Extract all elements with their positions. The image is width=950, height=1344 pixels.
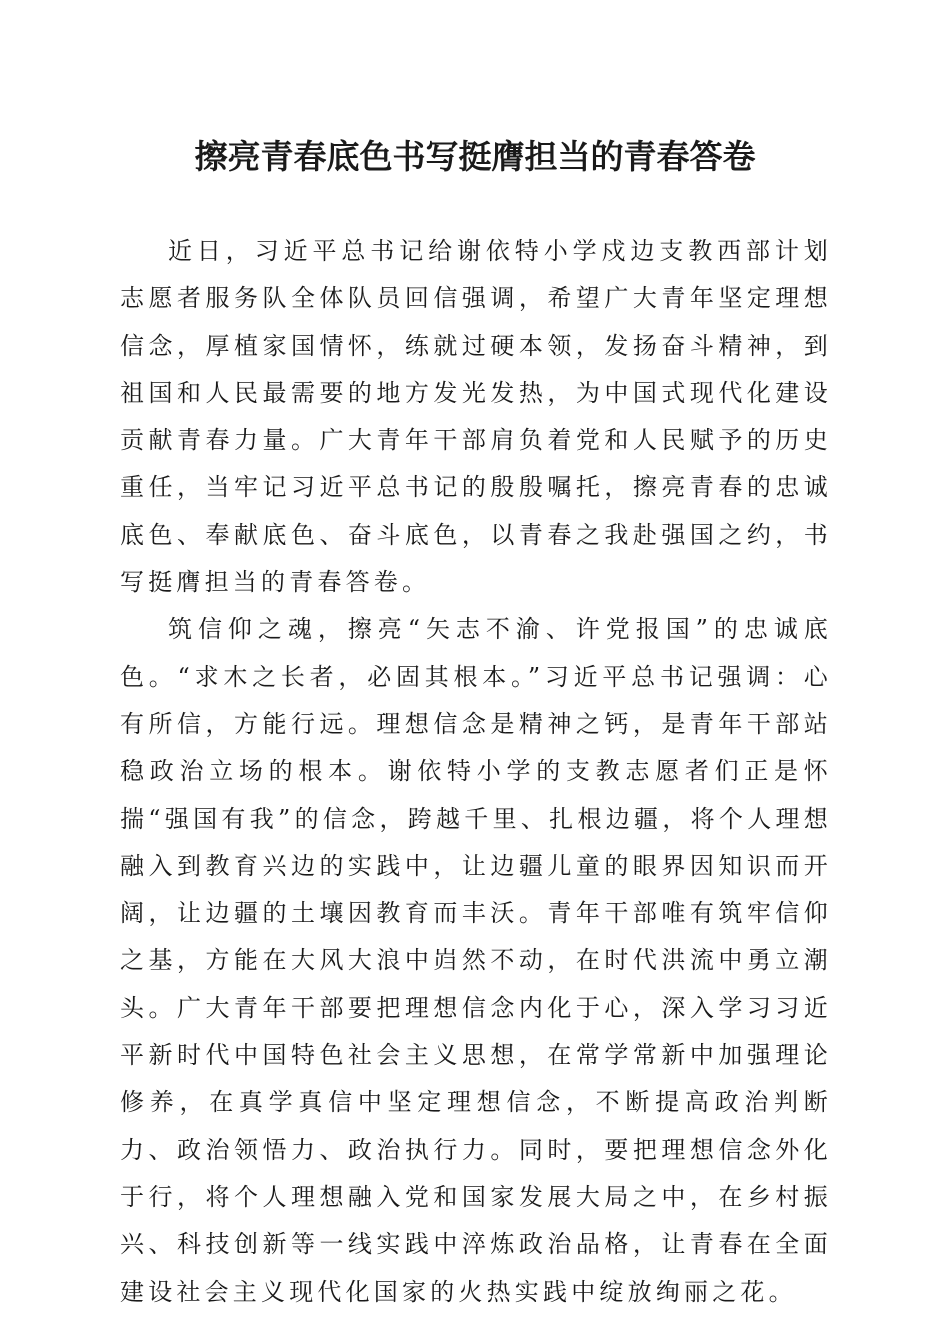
paragraph-2: 筑信仰之魂，擦亮“矢志不渝、许党报国”的忠诚底色。“求木之长者，必固其根本。”习近平总书记强调：心有所信，方能行远。理想信念是精神之钙，是青年干部站稳政治立场的根本。谢依特小学的支教志愿者们正是怀揣“强国有我”的信念，跨越千里、扎根边疆，将个人理想融入到教育兴边的实践中，让边疆儿童的眼界因知识而开阔，让边疆的土壤因教育而丰沃。青年干部唯有筑牢信仰之基，方能在大风大浪中岿然不动，在时代洪流中勇立潮头。广大青年干部要把理想信念内化于心，深入学习习近平新时代中国特色社会主义思想，在常学常新中加强理论修养，在真学真信中坚定理想信念，不断提高政治判断力、政治领悟力、政治执行力。同时，要把理想信念外化于行，将个人理想融入党和国家发展大局之中，在乡村振兴、科技创新等一线实践中淬炼政治品格，让青春在全面建设社会主义现代化国家的火热实践中绽放绚丽之花。 (120, 615, 832, 1306)
paragraph-1: 近日，习近平总书记给谢依特小学戍边支教西部计划志愿者服务队全体队员回信强调，希望广大青年坚定理想信念，厚植家国情怀，练就过硬本领，发扬奋斗精神，到祖国和人民最需要的地方发光发热，为中国式现代化建设贡献青春力量。广大青年干部肩负着党和人民赋予的历史重任，当牢记习近平总书记的殷殷嘱托，擦亮青春的忠诚底色、奉献底色、奋斗底色，以青春之我赴强国之约，书写挺膺担当的青春答卷。 (120, 237, 832, 597)
document-body (120, 228, 832, 1316)
document-title: 擦亮青春底色书写挺膺担当的青春答卷 (194, 137, 756, 176)
